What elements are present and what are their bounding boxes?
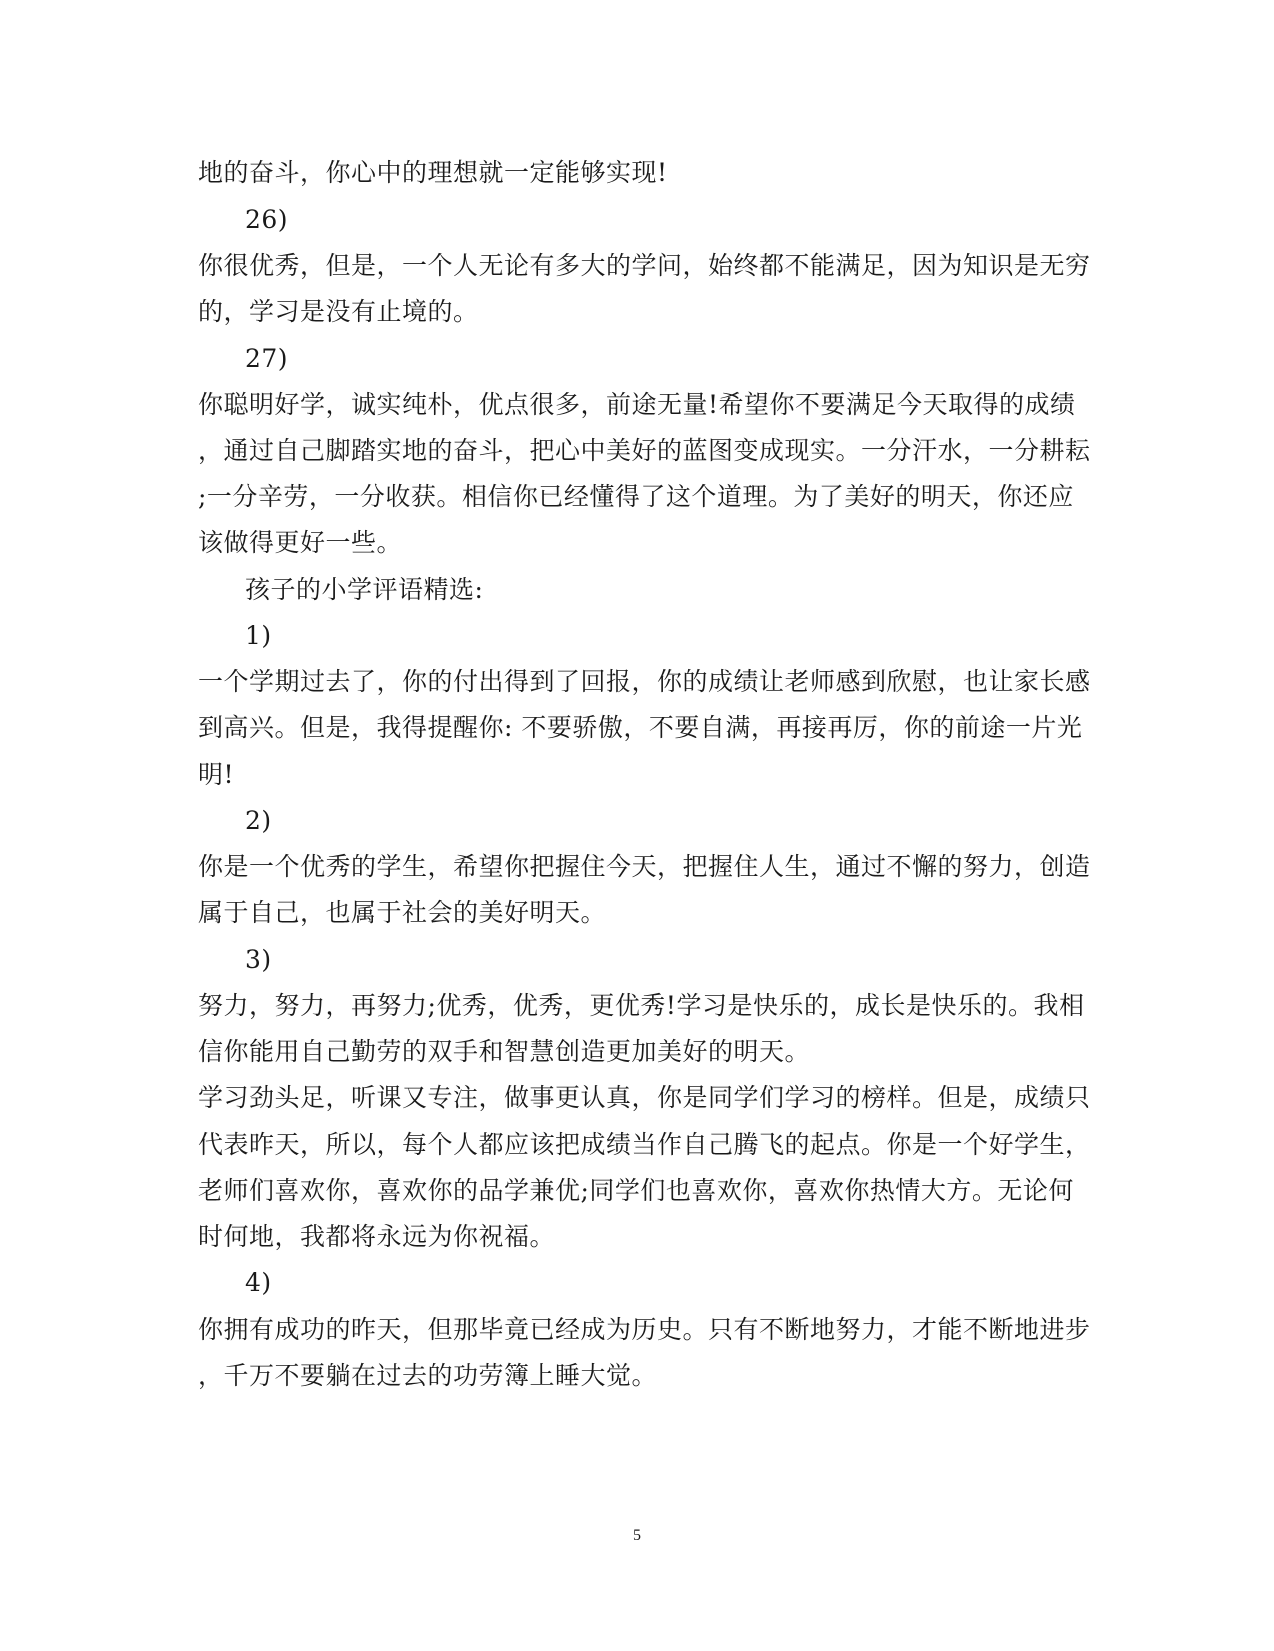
text-line: 你是一个优秀的学生，希望你把握住今天，把握住人生，通过不懈的努力，创造 xyxy=(198,852,1091,881)
text-line: ，通过自己脚踏实地的奋斗，把心中美好的蓝图变成现实。一分汗水，一分耕耘 xyxy=(198,436,1091,465)
item-number: 27) xyxy=(245,344,289,373)
text-line: 一个学期过去了，你的付出得到了回报，你的成绩让老师感到欣慰，也让家长感 xyxy=(198,667,1091,696)
text-line: 信你能用自己勤劳的双手和智慧创造更加美好的明天。 xyxy=(198,1037,811,1066)
text-line: 时何地，我都将永远为你祝福。 xyxy=(198,1222,556,1251)
text-line: 你聪明好学，诚实纯朴，优点很多，前途无量!希望你不要满足今天取得的成绩 xyxy=(198,390,1076,419)
text-line: 地的奋斗，你心中的理想就一定能够实现! xyxy=(198,158,668,187)
item-number: 1) xyxy=(245,621,272,650)
text-line: 的，学习是没有止境的。 xyxy=(198,297,479,326)
item-number: 3) xyxy=(245,945,272,974)
text-line: 你很优秀，但是，一个人无论有多大的学问，始终都不能满足，因为知识是无穷 xyxy=(198,251,1091,280)
item-number: 4) xyxy=(245,1268,272,1297)
text-line: 代表昨天，所以，每个人都应该把成绩当作自己腾飞的起点。你是一个好学生， xyxy=(198,1130,1091,1159)
text-line: 属于自己，也属于社会的美好明天。 xyxy=(198,898,607,927)
text-line: 努力，努力，再努力;优秀，优秀，更优秀!学习是快乐的，成长是快乐的。我相 xyxy=(198,991,1085,1020)
text-line: 老师们喜欢你，喜欢你的品学兼优;同学们也喜欢你，喜欢你热情大方。无论何 xyxy=(198,1176,1074,1205)
text-line: 明! xyxy=(198,760,235,789)
text-line: ;一分辛劳，一分收获。相信你已经懂得了这个道理。为了美好的明天，你还应 xyxy=(198,482,1074,511)
text-line: 该做得更好一些。 xyxy=(198,528,403,557)
section-heading: 孩子的小学评语精选: xyxy=(245,575,484,604)
item-number: 2) xyxy=(245,806,272,835)
item-number: 26) xyxy=(245,205,289,234)
page-number: 5 xyxy=(633,1527,641,1544)
text-line: 你拥有成功的昨天，但那毕竟已经成为历史。只有不断地努力，才能不断地进步 xyxy=(198,1315,1091,1344)
text-line: 学习劲头足，听课又专注，做事更认真，你是同学们学习的榜样。但是，成绩只 xyxy=(198,1083,1091,1112)
text-line: 到高兴。但是，我得提醒你: 不要骄傲，不要自满，再接再厉，你的前途一片光 xyxy=(198,713,1083,742)
text-line: ，千万不要躺在过去的功劳簿上睡大觉。 xyxy=(198,1361,658,1390)
